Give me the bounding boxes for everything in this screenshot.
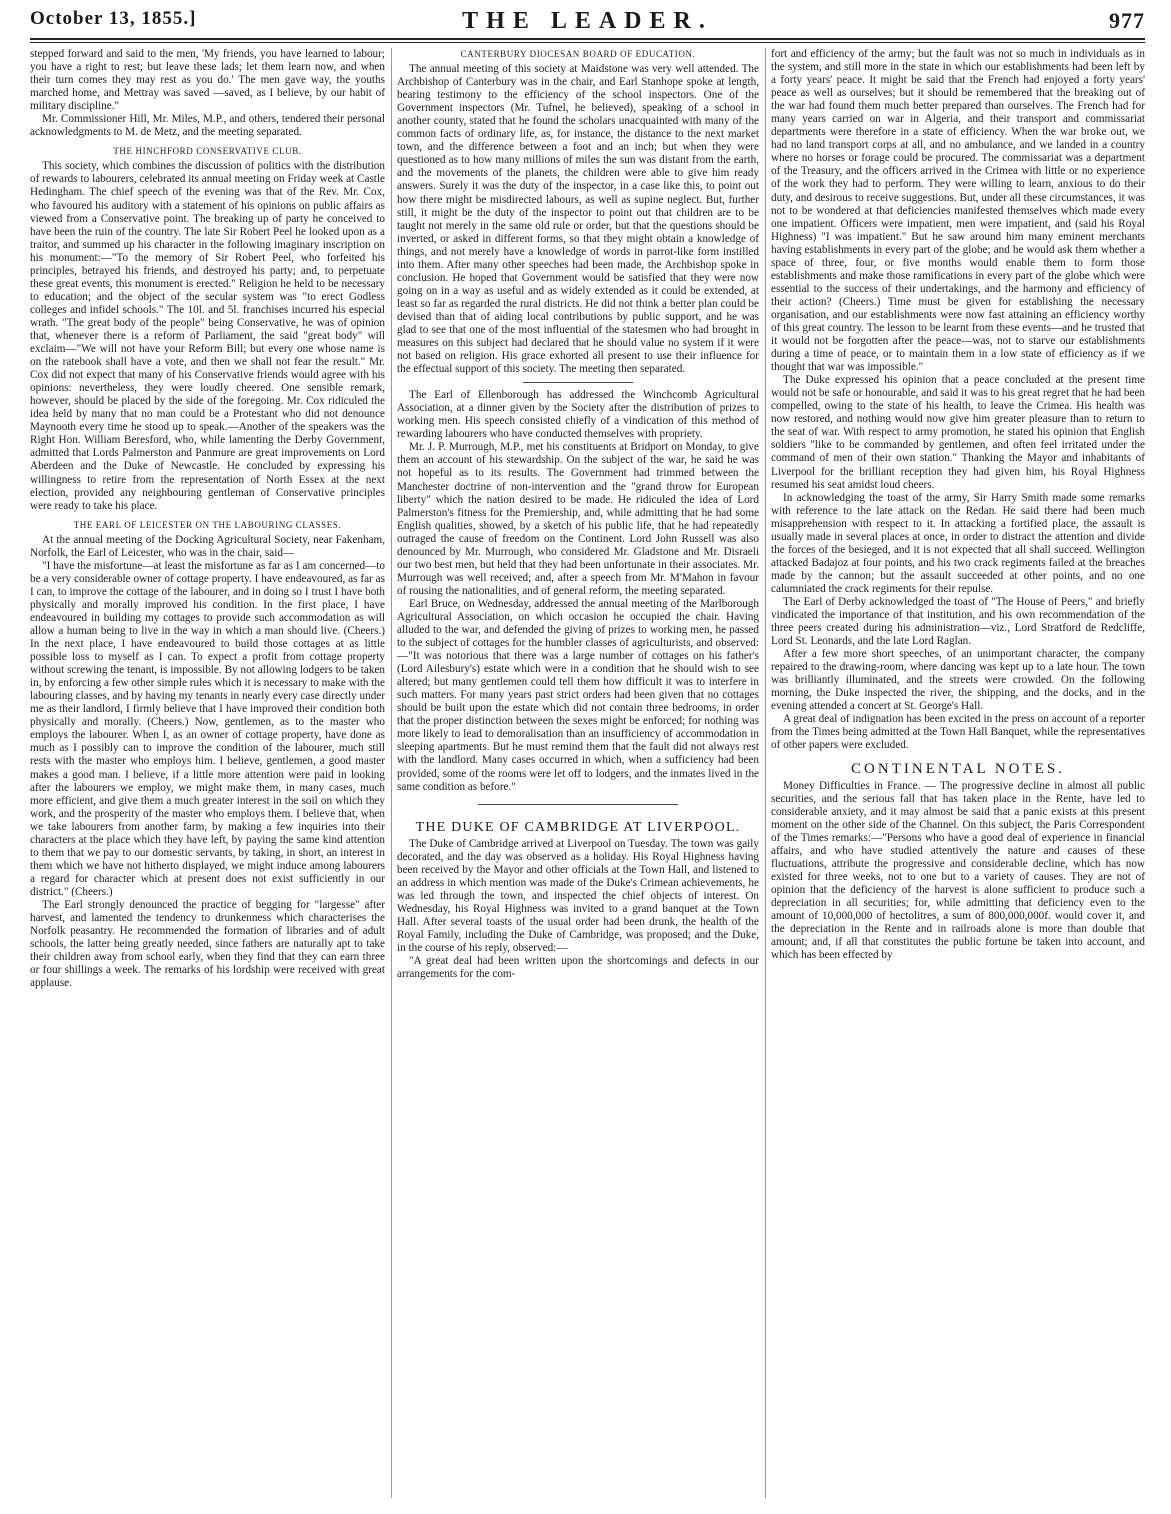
- page-number: 977: [1109, 8, 1145, 33]
- section-heading: THE EARL OF LEICESTER ON THE LABOURING CLASSES.: [73, 519, 342, 530]
- paragraph: The Earl strongly denounced the practice of begging for "largesse" after harvest, and lamented the tendency to drunkenness which characterises the Norfolk peasantry. He recommended the formation of libraries and of adult schools, the latter being greatly needed, since fathers are naturally apt to take their children away from school early, when they find that they can earn three or four shillings a week. The remarks of his lordship were received with great applause.: [30, 899, 385, 990]
- masthead-rule: [30, 38, 1145, 40]
- masthead: [30, 8, 1145, 34]
- paragraph: In acknowledging the toast of the army, Sir Harry Smith made some remarks with reference to the late attack on the Redan. He said there had been much misapprehension with respect to it. In attacking a fortified place, the assault is usually made in several places at once, in order to distract the attention and divide the forces of the besieged, and it is not expected that all shall succeed. Wellington attacked Badajoz at four points, and his two crack regiments failed at the breaches made by the cannon; but the assault succeeded at other points, and no one calumniated the crack regiments for their repulse.: [771, 491, 1145, 595]
- column-2: [397, 48, 759, 1503]
- paragraph: The Earl of Ellenborough has addressed the Winchcomb Agricultural Association, at a dinner given by the Society after the distribution of prizes to working men. His speech consisted chiefly of a vindication of this method of rewarding labourers who have conducted themselves with propriety.: [397, 389, 759, 441]
- paragraph: fort and efficiency of the army; but the fault was not so much in individuals as in the system, and still more in the state in which our establishments had been left by a forty years' peace. It might be said that the French had enjoyed a forty years' peace as well as ourselves; but it should be remembered that the breaking out of the war had found them much better prepared than ourselves. The French had for many years carried on war in Algeria, and their transport and commissariat departments were therefore in a state of efficiency. When the war broke out, we had no land transport corps at all, and no ambulance, and we landed in a country where no horses or forage could be procured. The commissariat was a department of the Treasury, and the officers arrived in the Crimea with little or no experience of the work they had to perform. They were willing to learn, anxious to do their duty, and desirous to receive suggestions. But, under all these circumstances, it was not to be wondered at that deficiencies manifested themselves which made every one impatient. Officers were impatient, men were impatient, and (said his Royal Highness) "I was impatient." But he saw around him many eminent merchants having establishments in every part of the globe; and he would ask them whether a space of three, four, or five months would enable them to form those establishments and make those ramifications in every part of the globe which were essential to the success of their undertakings, and the harmony and efficiency of their action? (Cheers.) Time must be given for establishing the necessary organisation, and our establishments were now fast attaining an efficiency worthy of this great country. The lesson to be learnt from these events—and he trusted that it would not be forgotten after the peace—was, not to starve our establishments during a time of peace, or to maintain them in a low state of efficiency as if we thought that war was impossible.": [771, 48, 1145, 374]
- masthead-rule-thin: [30, 42, 1145, 43]
- issue-date: October 13, 1855.]: [30, 8, 197, 29]
- section-heading: CANTERBURY DIOCESAN BOARD OF EDUCATION.: [460, 49, 696, 59]
- paragraph: Earl Bruce, on Wednesday, addressed the annual meeting of the Marlborough Agricultural Association, on which occasion he occupied the chair. Having alluded to the war, and defended the giving of prizes to working men, he passed to the subject of cottages for the humbler classes of agriculturists, and observed:—"It was notorious that there was a large number of cottages on his father's (Lord Ailesbury's) estate which were in a condition that he should wish to see altered; but many gentlemen could tell them how difficult it was to interfere in such matters. For many years past strict orders had been given that no cottages should be built upon the estate which did not contain three bedrooms, in order that the proper distinction between the sexes might be enforced; for nothing was more likely to lead to demoralisation than an insufficiency of accommodation in sleeping apartments. But he must remind them that the fault did not always rest with the landlord. Many cases occurred in which, when a sufficiency had been provided, some of the rooms were let off to lodgers, and the inmates lived in the same condition as before.": [397, 597, 759, 793]
- paragraph: stepped forward and said to the men, 'My friends, you have learned to labour; you have a right to rest; but leave these lads; let them learn now, and when their turn comes they may rest as you do.' The men gave way, the youths marched home, and Mettray was saved —saved, as I believe, by our habit of military discipline.": [30, 48, 385, 113]
- paragraph: The Earl of Derby acknowledged the toast of "The House of Peers," and briefly vindicated the importance of that institution, and his own recommendation of the three peers created during his administration—viz., Lord Stratford de Redcliffe, Lord St. Leonards, and the late Lord Raglan.: [771, 595, 1145, 648]
- paragraph: Mr. J. P. Murrough, M.P., met his constituents at Bridport on Monday, to give them an account of his stewardship. On the subject of the war, he said he was not hopeful as to its results. The Government had trimmed between the Manchester doctrine of non-intervention and the "grand throw for European liberty" which the nation desired to be made. He ridiculed the idea of Lord Palmerston's fitness for the Premiership, and, while admitting that he had some English qualities, showed, by a sketch of his public life, that he had repeatedly outraged the cause of freedom on the Continent. Lord John Russell was also denounced by Mr. Murrough, who considered Mr. Gladstone and Mr. Disraeli our two best men, but held that they had been unfortunate in their associates. Mr. Murrough was well received; and, after a speech from Mr. M'Mahon in favour of rousing the nationalities, and of general reform, the meeting separated.: [397, 441, 759, 597]
- paragraph: At the annual meeting of the Docking Agricultural Society, near Fakenham, Norfolk, the Earl of Leicester, who was in the chair, said—: [30, 533, 385, 559]
- paragraph: Money Difficulties in France. — The progressive decline in almost all public securities, and the serious fall that has taken place in the Rente, have led to considerable anxiety, and it may almost be said that a panic exists at this present moment on the other side of the Channel. On this subject, the Paris Correspondent of the Times remarks:—"Persons who have a good deal of experience in financial affairs, and who have studied attentively the nature and causes of these fluctuations, attribute the progressive and considerable decline, which has now existed for three weeks, not to one but to a variety of causes. They are not of opinion that the deficiency of the harvest is alone sufficient to produce such a depreciation in all securities; for, while admitting that deficiency even to the amount of 10,000,000 of hectolitres, a sum of 800,000,000f. would cover it, and the depreciation in the Rente and in railroads alone is more than double that amount; and, if all that constitutes the public fortune be taken into account, and which has been effected by: [771, 779, 1145, 962]
- paragraph: "A great deal had been written upon the shortcomings and defects in our arrangements for the com-: [397, 955, 759, 981]
- paragraph: The Duke expressed his opinion that a peace concluded at the present time would not be safe or honourable, and said it was to his great regret that he had been compelled, owing to the state of his health, to leave the Crimea. His health was now restored, and nothing would now give him greater pleasure than to return to the seat of war. With respect to army promotion, he stated his opinion that English soldiers "like to be commanded by gentlemen, and often feel irritated under the command of men of their own station." Thanking the Mayor and inhabitants of Liverpool for the brilliant reception they had given him, his Royal Highness resumed his seat amidst loud cheers.: [771, 374, 1145, 491]
- paragraph: The annual meeting of this society at Maidstone was very well attended. The Archbishop of Canterbury was in the chair, and Earl Stanhope spoke at length, bearing testimony to the efficiency of the school inspectors. One of the Government inspectors (Mr. Tufnel, he believed), speaking of a school in another county, stated that he found the scholars unacquainted with many of the common facts of ordinary life, as, for instance, the distance to the next market town, and the difference between a foot and an inch; but when they were questioned as to how many millions of miles the sun was distant from the earth, and the movements of the planets, the children were able to give him ready answers. Surely it was the duty of the inspector, in a case like this, to point out how there might be misdirected labours, as well as supine neglect. But, further still, it might be the duty of the inspector to point out that children are to be taught not merely in the same old rule or order, but that the questions should be inverted, or asked in different forms, so that they might obtain a knowledge of things, and not merely have a knowledge of words in parrot-like form instilled into them. After many other speeches had been made, the Archbishop spoke in conclusion. He hoped that Government would be satisfied that they were now going on in a way as useful and as widely extended as it could be extended, at least so far as regarded the rural districts. He did not think a better plan could be devised than that of aiding local contributions by public support, and he was glad to see that one of the most influential of the statesmen who had brought in measures on this subject had declared that he should value no system if it were not based on religion. His grace exhorted all present to use their influence for the effectual support of this society. The meeting then separated.: [397, 63, 759, 376]
- newspaper-title: THE LEADER.: [462, 8, 713, 34]
- paragraph: This society, which combines the discussion of politics with the distribution of rewards to labourers, celebrated its annual meeting on Friday week at Castle Hedingham. The chief speech of the evening was that of the Rev. Mr. Cox, who favoured his auditory with a statement of his opinions on public affairs as viewed from a Conservative point. The breaking up of party he conceived to have been the ruin of the country. The late Sir Robert Peel he looked upon as a traitor, and summed up his character in the following imaginary inscription on his monument:—"To the memory of Sir Robert Peel, who forfeited his principles, betrayed his friends, and destroyed his party; and, to perpetuate these great events, this monument is erected." Religion he held to be necessary to education; and the object of the secular system was "to erect Godless colleges and infidel schools." The 10l. and 5l. franchises incurred his especial wrath. "The great body of the people" being Conservative, he was of opinion that, whenever there is a reform of Parliament, the said "great body" will exclaim—"We will not have your Reform Bill; but every one whose name is on the ratebook shall have a vote, and then we shall not fear the result." Mr. Cox did not expect that many of his Conservative friends would agree with his opinions: nevertheless, they were loudly cheered. One sensible remark, however, should be placed by the side of the foregoing. Mr. Cox ridiculed the idea held by many that no man could be a Protestant who did not denounce Maynooth every time he stood up to speak.—Another of the speakers was the Right Hon. William Beresford, who, while lamenting the Derby Government, admitted that Lords Palmerston and Panmure are great improvements on Lord Aberdeen and the Duke of Newcastle. He concluded by expressing his willingness to retire from the representation of North Essex at the next election, provided any neighbouring gentleman of Conservative principles were ready to take his place.: [30, 160, 385, 512]
- section-heading: THE DUKE OF CAMBRIDGE AT LIVERPOOL.: [415, 819, 741, 835]
- separator-rule: [523, 382, 633, 383]
- paragraph: The Duke of Cambridge arrived at Liverpool on Tuesday. The town was gaily decorated, and the day was observed as a holiday. His Royal Highness having been received by the Mayor and other officials at the Town Hall, and listened to an address in which mention was made of the Duke's Crimean achievements, he was led through the town, and inspected the chief objects of interest. On Wednesday, his Royal Highness was invited to a grand banquet at the Town Hall. After several toasts of the usual order had been drunk, the health of the Royal Family, including the Duke of Cambridge, was proposed; and the Duke, in the course of his reply, observed:—: [397, 837, 759, 955]
- column-3: [771, 48, 1145, 1503]
- paragraph: "I have the misfortune—at least the misfortune as far as I am concerned—to be a very considerable owner of cottage property. I have endeavoured, as far as I can, to improve the cottage of the labourer, and in doing so I trust I have both physically and morally improved his condition. In the first place, I have endeavoured in building my cottages to provide such accommodation as will allow a human being to live in the way in which a man should live. (Cheers.) In the next place, I have endeavoured to build those cottages at as little possible loss to myself as I can. To expect a profit from cottage property without screwing the tenant, is impossible. By not allowing lodgers to be taken in, by enforcing a few other simple rules which it is necessary to make with the labouring classes, and by having my tenants in nearly every case directly under me as their landlord, I firmly believe that I have improved their condition both physically and morally. (Cheers.) Now, gentlemen, as to the master who employs the labourer. When I, as an owner of cottage property, have done as much as I possibly can to improve the condition of the labourer, much still rests with the master who employs him. I believe, gentlemen, a good master makes a good man. I believe, if a little more attention were paid in looking after the labourers we employ, we might make them, in many cases, much more efficient, and give them a much greater interest in the soil on which they work, and the prosperity of the master who employs them. I believe that, when we take labourers from another farm, by making a few inquiries into their characters at the place which they have left, by paying the same kind attention to them that we pay to our domestic servants, by taking, in short, an interest in them which we have not hitherto displayed, we might induce among labourers a regard for character which at present does not exist sufficiently in our district." (Cheers.): [30, 559, 385, 898]
- separator-rule: [478, 804, 678, 805]
- paragraph: A great deal of indignation has been excited in the press on account of a reporter from the Times being admitted at the Town Hall Banquet, while the representatives of other papers were excluded.: [771, 713, 1145, 752]
- column-divider-2: [765, 48, 766, 1498]
- paragraph: After a few more short speeches, of an unimportant character, the company repaired to the drawing-room, where dancing was kept up to a late hour. The town was brilliantly illuminated, and the streets were crowded. On the following morning, the Duke inspected the river, the shipping, and the docks, and in the evening attended a concert at St. George's Hall.: [771, 648, 1145, 713]
- section-heading: CONTINENTAL NOTES.: [851, 760, 1065, 777]
- column-divider-1: [391, 48, 392, 1498]
- paragraph: Mr. Commissioner Hill, Mr. Miles, M.P., and others, tendered their personal acknowledgments to M. de Metz, and the meeting separated.: [30, 113, 385, 139]
- column-1: [30, 48, 385, 1503]
- section-heading: THE HINCHFORD CONSERVATIVE CLUB.: [113, 146, 302, 157]
